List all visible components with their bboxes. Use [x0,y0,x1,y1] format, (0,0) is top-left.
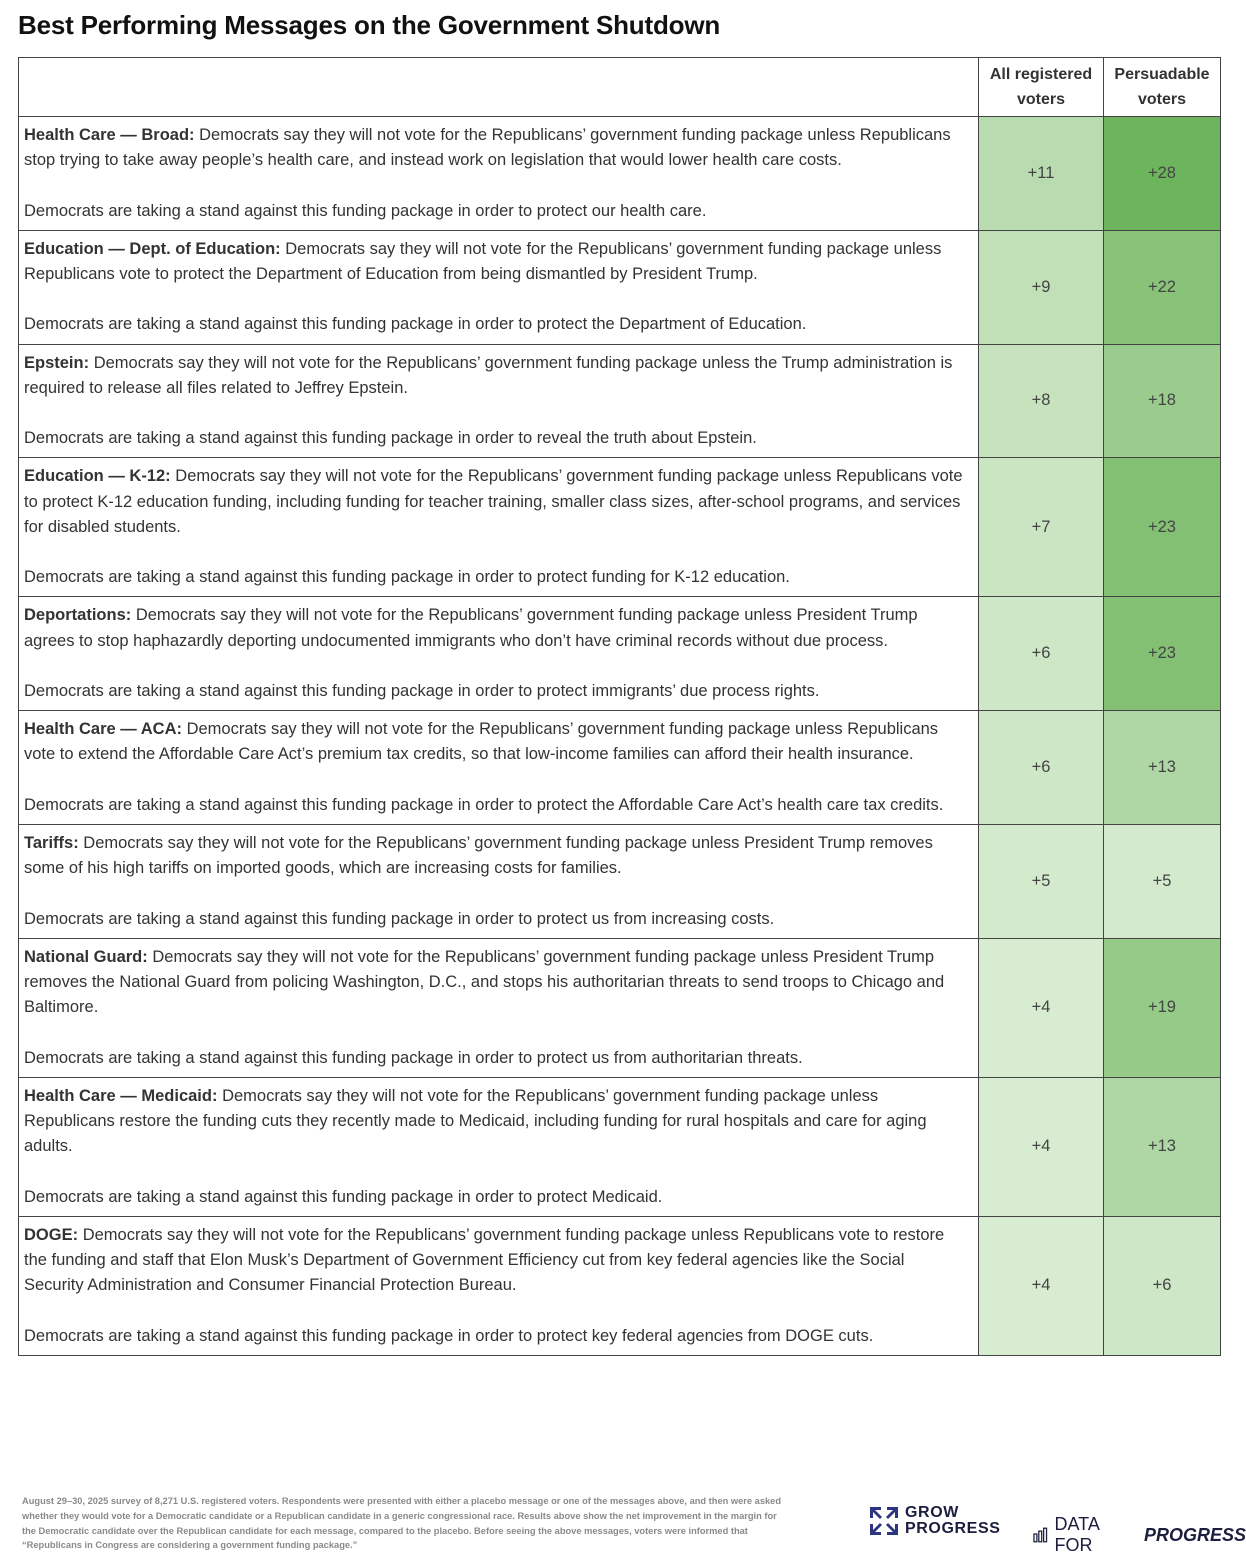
message-text [24,831,964,881]
message-cell [19,1077,979,1216]
message-tagline: Democrats are taking a stand against this funding package in order to protect the Department of Education. [24,315,807,334]
message-label: Education — Dept. of Education: [24,239,281,258]
message-body: Democrats say they will not vote for the Republicans’ government funding package unless Republicans stop trying to take away people’s health care, and instead work on legislation that would lower health care costs. [24,126,951,170]
table-row [19,1216,1221,1355]
message-tagline: Democrats are taking a stand against this funding package in order to protect the Affordable Care Act’s health care tax credits. [24,795,944,814]
message-cell [19,458,979,597]
message-tagline: Democrats are taking a stand against this funding package in order to protect immigrants’ due process rights. [24,681,820,700]
message-text [24,945,964,1021]
all-registered-value: +7 [979,458,1104,597]
table-header-row [19,58,1221,117]
grow-progress-arrows-icon [868,1505,900,1537]
page-title: Best Performing Messages on the Government Shutdown [18,10,721,40]
message-cell [19,117,979,231]
table-row [19,117,1221,231]
grow-progress-logo [868,1505,1001,1537]
all-registered-value: +4 [979,1077,1104,1216]
footnote: August 29–30, 2025 survey of 8,271 U.S. registered voters. Respondents were presented with either a placebo message or one of the messages above, and then were asked whether they would vote for a Democratic candidate or a Republican candidate in a generic congressional race. Results above show the net improvement in the margin for the Democratic candidate over the Republican candidate for each message, compared to the placebo. Before seeing the above messages, voters were informed that “Republicans in Congress are considering a government funding package.” [22,1496,782,1551]
message-body: Democrats say they will not vote for the Republicans’ government funding package unless Republicans vote to extend the Affordable Care Act’s premium tax credits, so that low-income families can afford their health insurance. [24,720,939,764]
table-row [19,938,1221,1077]
message-body: Democrats say they will not vote for the Republicans’ government funding package unless President Trump removes some of his high tariffs on imported goods, which are increasing costs for families. [24,833,933,878]
message-body: Democrats say they will not vote for the Republicans’ government funding package unless Republicans vote to restore the funding and staff that Elon Musk’s Department of Government Efficiency cut from key federal agencies like the Social Security Administration and Consumer Financial Protection Bureau. [24,1225,945,1295]
persuadable-value: +22 [1104,230,1221,344]
message-tagline: Democrats are taking a stand against this funding package in order to protect us from authoritarian threats. [24,1048,803,1067]
persuadable-value: +23 [1104,458,1221,597]
all-registered-value: +6 [979,597,1104,711]
table-row [19,344,1221,458]
persuadable-value: +28 [1104,117,1221,231]
table-row [19,711,1221,825]
message-tagline: Democrats are taking a stand against this funding package in order to protect Medicaid. [24,1187,663,1206]
table-row [19,597,1221,711]
message-text [24,717,964,767]
grow-word: GROW [905,1504,959,1521]
message-cell [19,824,979,938]
message-cell [19,597,979,711]
message-label: National Guard: [24,947,148,966]
header-message [19,58,979,117]
message-body: Democrats say they will not vote for the Republicans’ government funding package unless Republicans restore the funding cuts they recently made to Medicaid, including funding for rural hospitals and care for aging adults. [24,1086,927,1156]
persuadable-value: +23 [1104,597,1221,711]
message-tagline: Democrats are taking a stand against this funding package in order to protect us from increasing costs. [24,909,775,928]
message-label: Epstein: [24,353,90,372]
all-registered-value: +4 [979,938,1104,1077]
table-row [19,824,1221,938]
all-registered-value: +9 [979,230,1104,344]
bar-chart-icon [1033,1527,1048,1543]
message-label: Deportations: [24,606,132,625]
message-tagline: Democrats are taking a stand against this funding package in order to protect key federal agencies from DOGE cuts. [24,1326,874,1345]
message-label: Education — K-12: [24,467,171,486]
persuadable-value: +13 [1104,711,1221,825]
message-label: Health Care — Medicaid: [24,1086,218,1105]
persuadable-value: +6 [1104,1216,1221,1355]
message-body: Democrats say they will not vote for the Republicans’ government funding package unless President Trump agrees to stop haphazardly deporting undocumented immigrants who don’t have criminal records without due process. [24,606,918,650]
persuadable-value: +18 [1104,344,1221,458]
persuadable-value: +5 [1104,824,1221,938]
message-cell [19,711,979,825]
message-body: Democrats say they will not vote for the Republicans’ government funding package unless Republicans vote to protect K-12 education funding, including funding for teacher training, smaller class sizes, after-school programs, and services for disabled students. [24,467,963,536]
message-text [24,464,964,540]
message-tagline: Democrats are taking a stand against this funding package in order to reveal the truth about Epstein. [24,429,757,448]
message-body: Democrats say they will not vote for the Republicans’ government funding package unless President Trump removes the National Guard from policing Washington, D.C., and stops his authoritarian threats to send troops to Chicago and Baltimore. [24,947,945,1017]
persuadable-value: +13 [1104,1077,1221,1216]
message-body: Democrats say they will not vote for the Republicans’ government funding package unless Republicans vote to protect the Department of Education from being dismantled by President Trump. [24,239,942,283]
table-row [19,230,1221,344]
header-all-registered: All registered voters [979,58,1104,117]
persuadable-value: +19 [1104,938,1221,1077]
dfp-word-1: DATA FOR [1054,1514,1099,1555]
header-persuadable: Persuadable voters [1104,58,1221,117]
all-registered-value: +11 [979,117,1104,231]
message-tagline: Democrats are taking a stand against this funding package in order to protect our health care. [24,201,707,220]
all-registered-value: +6 [979,711,1104,825]
progress-word: PROGRESS [905,1520,1001,1537]
message-text [24,1084,964,1160]
dfp-word-2: PROGRESS [1143,1524,1246,1545]
message-cell [19,1216,979,1355]
data-for-progress-logo [1033,1514,1246,1556]
table-row [19,458,1221,597]
message-cell [19,344,979,458]
message-text [24,603,964,653]
message-tagline: Democrats are taking a stand against this funding package in order to protect funding for K-12 education. [24,568,790,587]
message-text [24,123,964,173]
all-registered-value: +8 [979,344,1104,458]
messages-table [18,57,1221,1356]
message-label: Health Care — Broad: [24,126,195,144]
message-label: DOGE: [24,1225,79,1244]
message-cell [19,938,979,1077]
message-text [24,237,964,287]
all-registered-value: +4 [979,1216,1104,1355]
all-registered-value: +5 [979,824,1104,938]
message-cell [19,230,979,344]
message-text [24,351,964,401]
message-text [24,1223,964,1299]
message-label: Tariffs: [24,833,79,852]
message-body: Democrats say they will not vote for the Republicans’ government funding package unless the Trump administration is required to release all files related to Jeffrey Epstein. [24,353,953,397]
message-label: Health Care — ACA: [24,720,182,739]
table-row [19,1077,1221,1216]
